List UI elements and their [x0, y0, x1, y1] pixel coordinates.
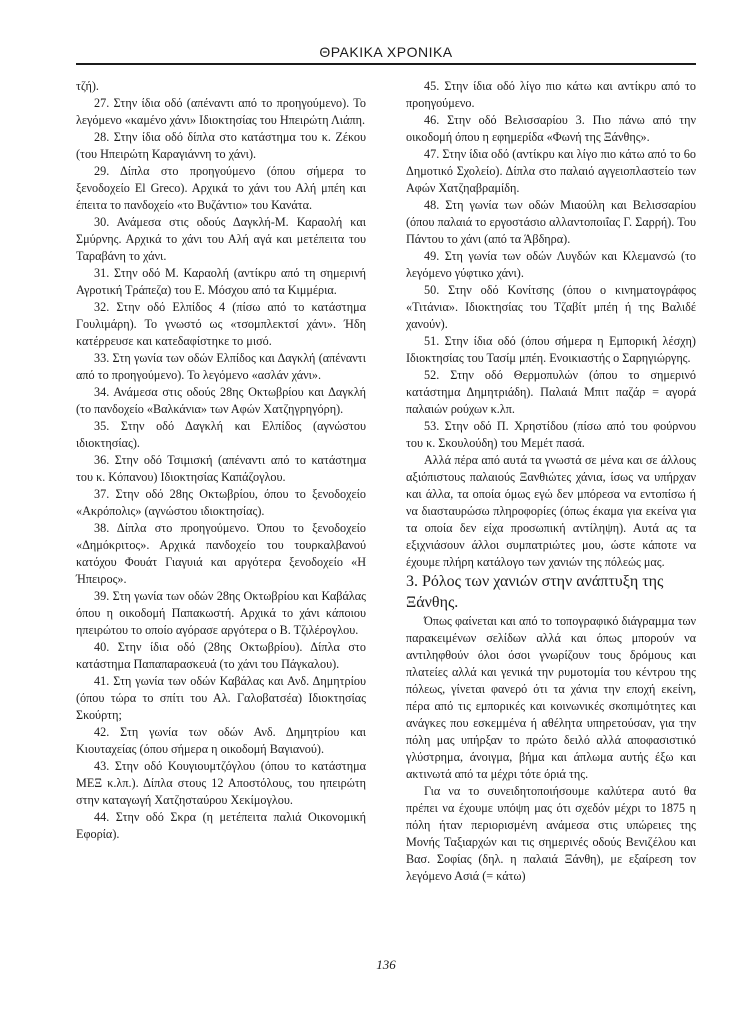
paragraph: 49. Στη γωνία των οδών Λυγδών και Κλεμανσώ (το λεγόμενο γύφτικο χάνι).: [406, 249, 696, 280]
paragraph: 51. Στην ίδια οδό (όπου σήμερα η Εμπορική λέσχη) Ιδιοκτησίας του Τασίμ μπέη. Ενοικιαστής ο Σαρηγιώργης.: [406, 334, 696, 365]
paragraph: 46. Στην οδό Βελισσαρίου 3. Πιο πάνω από την οικοδομή όπου η εφημερίδα «Φωνή της Ξάνθης».: [406, 113, 696, 144]
paragraph: 33. Στη γωνία των οδών Ελπίδος και Δαγκλή (απέναντι από το προηγούμενο). Το λεγόμενο «ασλάν χάνι».: [76, 351, 366, 382]
paragraph: 50. Στην οδό Κονίτσης (όπου ο κινηματογράφος «Τιτάνια». Ιδιοκτησίας του Τζαβίτ μπέη ή της Βαλιδέ χανούν).: [406, 283, 696, 331]
paragraph: 30. Ανάμεσα στις οδούς Δαγκλή-Μ. Καραολή και Σμύρνης. Αρχικά το χάνι του Αλή αγά και μετέπειτα του Ταραβάνη το χάνι.: [76, 215, 366, 263]
paragraph: 36. Στην οδό Τσιμισκή (απέναντι από το κατάστημα του κ. Κόπανου) Ιδιοκτησίας Καπάζογλου.: [76, 453, 366, 484]
paragraph: 47. Στην ίδια οδό (αντίκρυ και λίγο πιο κάτω από το 6ο Δημοτικό Σχολείο). Δίπλα στο παλαιό αγγειοπλαστείο των Αφών Χατζηαβραμίδη.: [406, 147, 696, 195]
paragraph: 31. Στην οδό Μ. Καραολή (αντίκρυ από τη σημερινή Αγροτική Τράπεζα) του Ε. Μόσχου από τα Κιμμέρια.: [76, 266, 366, 297]
paragraph: 48. Στη γωνία των οδών Μιαούλη και Βελισσαρίου (όπου παλαιά το εργοστάσιο αλλαντοποιΐας Γ. Σαρρή). Του Πάντου το χάνι (από τα Άβδηρα).: [406, 198, 696, 246]
right-column: [406, 78, 696, 885]
paragraph: 28. Στην ίδια οδό δίπλα στο κατάστημα του κ. Ζέκου (του Ηπειρώτη Καραγιάννη το χάνι).: [76, 130, 366, 161]
paragraph: 32. Στην οδό Ελπίδος 4 (πίσω από το κατάστημα Γουλιμάρη). Το γνωστό ως «τσομπλεκτσί χάνι». Ήδη κατέρρευσε και κατεδαφίστηκε το μισό.: [76, 300, 366, 348]
paragraph: 35. Στην οδό Δαγκλή και Ελπίδος (αγνώστου ιδιοκτησίας).: [76, 419, 366, 450]
paragraph: Όπως φαίνεται και από το τοπογραφικό διάγραμμα των παρακειμένων σελίδων αλλά και όπως μπορούν να αντιληφθούν όλοι όσοι γνωρίζουν τους δρόμους και πλατείες αλλά και γενικά την ρυμοτομία του κέντρου της πόλεως, γίνεται φανερό ότι τα χάνια την εποχή εκείνη, πέρα από τις εμπορικές και κοινωνικές σκοπιμότητες και ανάγκες που εσκεμμένα ή αθέλητα υπηρετούσαν, για την πόλη μας υπήρξαν το πρώτο δειλό αλλά αποφασιστικό γλύστρημα, άνοιγμα, βήμα και άπλωμα αυτής έξω και ακτινωτά από τα μέχρι τότε όριά της.: [406, 614, 696, 781]
paragraph: 34. Ανάμεσα στις οδούς 28ης Οκτωβρίου και Δαγκλή (το πανδοχείο «Βαλκάνια» των Αφών Χατζηγρηγόρη).: [76, 385, 366, 416]
left-column: [76, 78, 366, 843]
paragraph: 39. Στη γωνία των οδών 28ης Οκτωβρίου και Καβάλας όπου η οικοδομή Παπακωστή. Αρχικά το χάνι κάποιου ηπειρώτου το οποίο αγόρασε αργότερα ο Β. Τζιλέρογλου.: [76, 589, 366, 637]
paragraph: 52. Στην οδό Θερμοπυλών (όπου το σημερινό κατάστημα Δημητριάδη). Παλαιά Μπιτ παζάρ = αγορά παλαιών ρούχων κ.λπ.: [406, 368, 696, 416]
paragraph: 44. Στην οδό Σκρα (η μετέπειτα παλιά Οικονομική Εφορία).: [76, 810, 366, 841]
paragraph: 37. Στην οδό 28ης Οκτωβρίου, όπου το ξενοδοχείο «Ακρόπολις» (αγνώστου ιδιοκτησίας).: [76, 487, 366, 518]
paragraph: 53. Στην οδό Π. Χρηστίδου (πίσω από του φούρνου του κ. Σκουλούδη) του Μεμέτ πασά.: [406, 419, 696, 450]
paragraph: 38. Δίπλα στο προηγούμενο. Όπου το ξενοδοχείο «Δημόκριτος». Αρχικά πανδοχείο του τουρκαλβανού κατόχου Φουάτ Γιαγυιά και αργότερα ξενοδοχείο «Η Ήπειρος».: [76, 521, 366, 586]
paragraph: 29. Δίπλα στο προηγούμενο (όπου σήμερα το ξενοδοχείο El Greco). Αρχικά το χάνι του Αλή μπέη και έπειτα το πανδοχείο «το Βυζάντιο» του Κανάτα.: [76, 164, 366, 212]
paragraph: 42. Στη γωνία των οδών Ανδ. Δημητρίου και Κιουταχείας (όπου σήμερα η οικοδομή Βαγιανού).: [76, 725, 366, 756]
paragraph: Για να το συνειδητοποιήσουμε καλύτερα αυτό θα πρέπει να έχουμε υπόψη μας ότι σχεδόν μέχρι το 1875 η πόλη ήταν περιορισμένη ανάμεσα στις υπώρειες της Μονής Ταξιαρχών και τις σημερινές οδούς Βενιζέλου και Βασ. Σοφίας (δηλ. η παλαιά Ξάνθη), με εξαίρεση τον λεγόμενο Ασιά (= κάτω): [406, 784, 696, 883]
paragraph: Αλλά πέρα από αυτά τα γνωστά σε μένα και σε άλλους αξιόπιστους παλαιούς Ξανθιώτες χάνια, ίσως να υπήρχαν και άλλα, τα οποία όμως εγώ δεν μπόρεσα να εντοπίσω ή να διασταυρώσω πληροφορίες (όπως έκαμα για εκείνα για τα οποία δεν είχα προσωπική αντίληψη). Αυτά ας τα εξιχνιάσουν άλλοι συμπατριώτες μου, ώστε κάποτε να έχουμε πλήρη κατάλογο των χανιών της πόλεώς μας.: [406, 453, 696, 569]
paragraph: 43. Στην οδό Κουγιουμτζόγλου (όπου το κατάστημα ΜΕΞ κ.λπ.). Δίπλα στους 12 Αποστόλους, του ηπειρώτη στην καταγωγή Χατζησταύρου Χεκίμογλου.: [76, 759, 366, 807]
paragraph: 27. Στην ίδια οδό (απέναντι από το προηγούμενο). Το λεγόμενο «καμένο χάνι» Ιδιοκτησίας του Ηπειρώτη Λιάπη.: [76, 96, 366, 127]
paragraph: τζή).: [76, 79, 99, 93]
section-heading: 3. Ρόλος των χανιών στην ανάπτυξη της Ξάνθης.: [406, 573, 664, 611]
paragraph: 45. Στην ίδια οδό λίγο πιο κάτω και αντίκρυ από το προηγούμενο.: [406, 79, 696, 110]
running-header: ΘΡΑΚΙΚΑ ΧΡΟΝΙΚΑ: [319, 44, 453, 60]
page-number: 136: [376, 957, 396, 972]
paragraph: 40. Στην ίδια οδό (28ης Οκτωβρίου). Δίπλα στο κατάστημα Παπαπαρασκευά (το χάνι του Πάγκαλου).: [76, 640, 366, 671]
header-rule: [76, 63, 696, 65]
paragraph: 41. Στη γωνία των οδών Καβάλας και Ανδ. Δημητρίου (όπου τώρα το σπίτι του Αλ. Γαλοβατσέα) Ιδιοκτησίας Σκούρτη;: [76, 674, 366, 722]
